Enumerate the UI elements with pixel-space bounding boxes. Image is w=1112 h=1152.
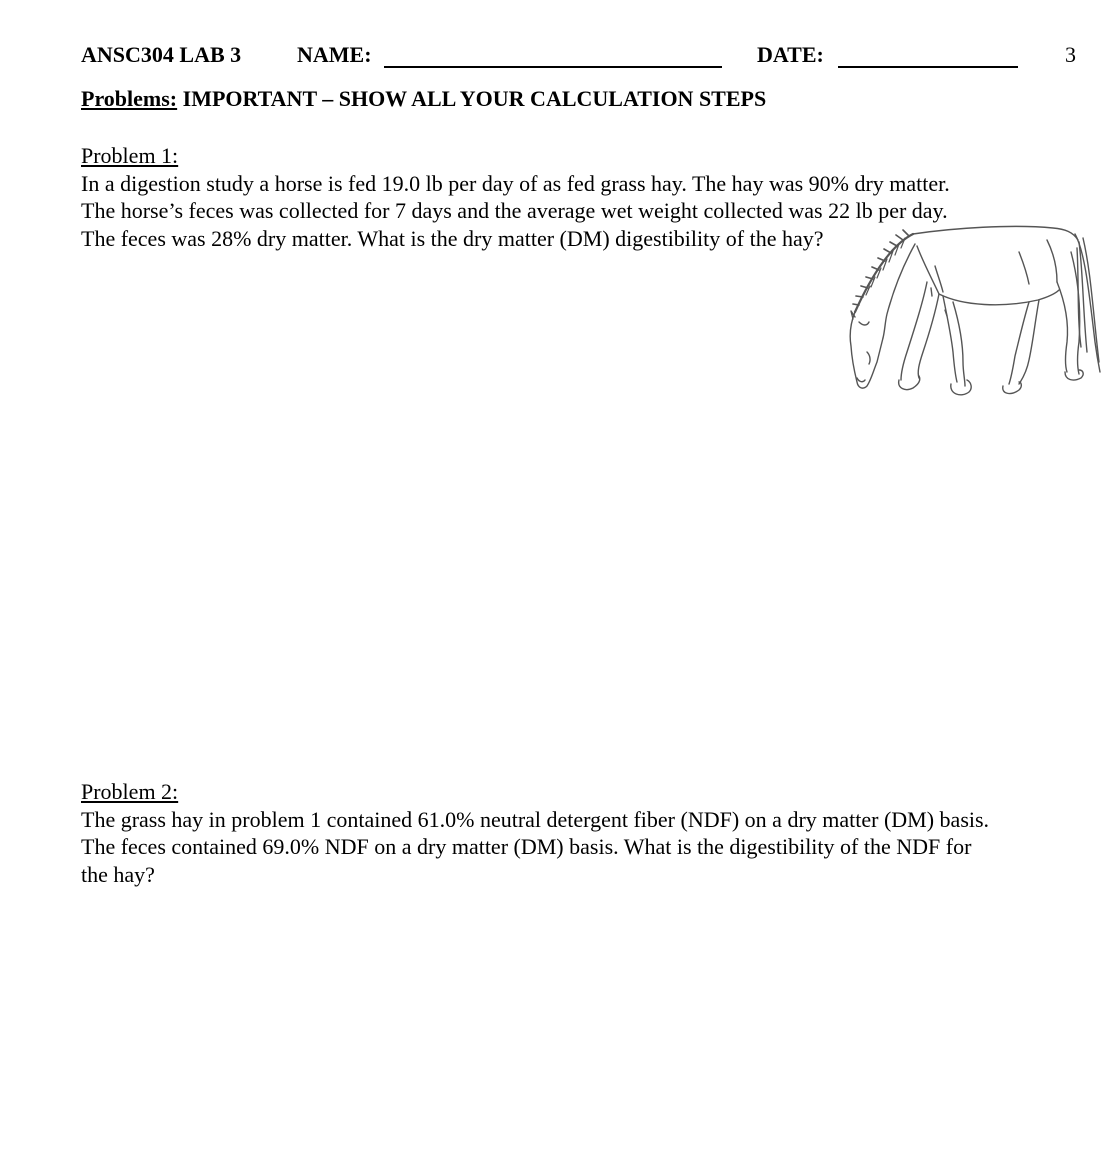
course-label: ANSC304 LAB 3 xyxy=(81,42,242,67)
problem-2-line-3: the hay? xyxy=(81,861,155,887)
page-number: 3 xyxy=(1065,42,1076,67)
date-label: DATE: xyxy=(757,42,824,67)
problem-1-line-1: In a digestion study a horse is fed 19.0 lb per day of as fed grass hay. The hay was 90% dry matter. xyxy=(81,170,950,196)
date-blank-line[interactable] xyxy=(838,66,1018,68)
instructions-heading xyxy=(81,86,766,112)
problem-2-title: Problem 2: xyxy=(81,779,179,804)
problem-2-line-2: The feces contained 69.0% NDF on a dry matter (DM) basis. What is the digestibility of the NDF for xyxy=(81,834,972,859)
instructions-text: IMPORTANT – SHOW ALL YOUR CALCULATION STEPS xyxy=(182,86,767,111)
name-label: NAME: xyxy=(297,42,372,67)
problem-1-line-3: The feces was 28% dry matter. What is the dry matter (DM) digestibility of the hay? xyxy=(81,225,824,251)
problem-2 xyxy=(81,778,1081,888)
grazing-horse-icon xyxy=(843,222,1101,398)
worksheet-header xyxy=(81,42,1076,72)
name-blank-line[interactable] xyxy=(384,66,722,68)
problem-2-line-1: The grass hay in problem 1 contained 61.0% neutral detergent fiber (NDF) on a dry matter (DM) basis. xyxy=(81,806,990,832)
problem-1-title: Problem 1: xyxy=(81,143,179,168)
problems-label: Problems: xyxy=(81,86,178,111)
problem-1-line-2: The horse’s feces was collected for 7 days and the average wet weight collected was 22 lb per day. xyxy=(81,198,948,223)
